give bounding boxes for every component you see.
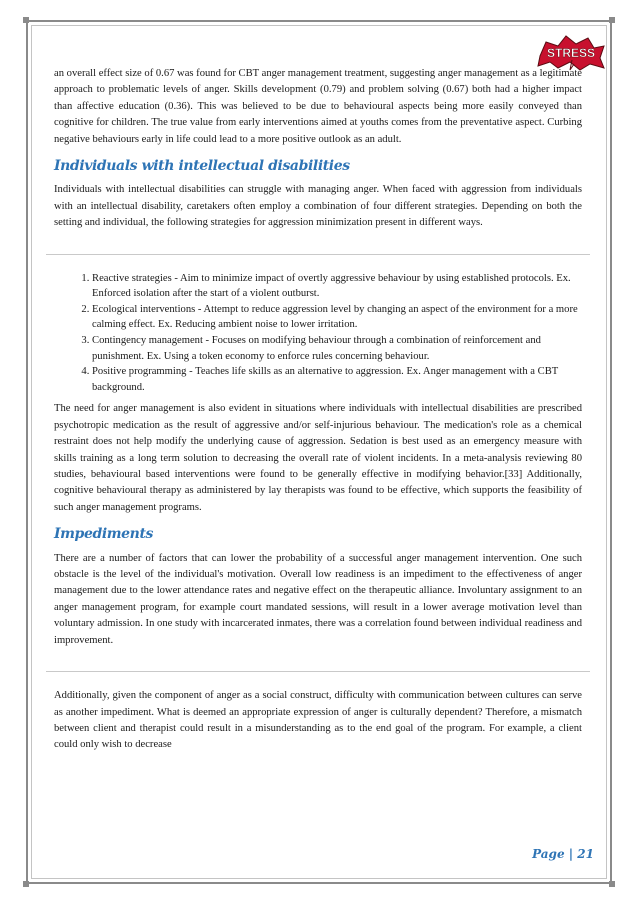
additionally-paragraph: Additionally, given the component of anger as a social construct, difficulty with communication between cultures can serve as another impediment. What is deemed an appropriate expression of anger is culturally dependent? Therefore, a mismatch between client and therapist could result in a misunderstanding as to the end goal of the program. For example, a client could only wish to decrease (54, 690, 582, 751)
border-corner (609, 17, 615, 23)
section-heading-impediments: Impediments (54, 526, 154, 543)
strategies-list (54, 271, 582, 396)
page-content (54, 66, 582, 754)
need-paragraph: The need for anger management is also evident in situations where individuals with intellectual disabilities are prescribed psychotropic medication as the result of aggressive and/or self-injurious behaviour. The medication's role as a chemical restraint does not help modify the underlying cause of aggression. Sedation is best used as an emergency measure with skills training as a long term solution to decreasing the overall rate of violent incidents. In a meta-analysis reviewing 80 studies, behavioural based interventions were found to be generally effective in modifying behavior.[33] Additionally, cognitive behavioural therapy as administered by lay therapists was found to be effective, which supports the feasibility of such anger management programs. (54, 403, 582, 513)
list-item: 2. Ecological interventions - Attempt to reduce aggression level by changing an aspect of the environment for a more calming effect. Ex. Reducing ambient noise to lower irritation. (92, 302, 582, 333)
divider (46, 254, 590, 255)
list-item: 1. Reactive strategies - Aim to minimize impact of overtly aggressive behaviour by using established protocols. Ex. Enforced isolation after the start of a violent outburst. (92, 271, 582, 302)
stress-logo-text: STRESS (546, 46, 596, 60)
section-heading-intellectual-disabilities: Individuals with intellectual disabilities (54, 158, 350, 175)
intro-rest: anger management as a legitimate approach to problematic levels of anger. Skills development (0.79) and problem solving (0.67) both had a higher impact than affective education (0.36). This was believed to be due to behavioural aspects being more easily conveyed than cognitive for children. The true value from early interventions aimed at youths comes from the preventative aspect. Curbing negative behaviours early in life could lead to a more positive outlook as an adult. (54, 68, 582, 145)
border-corner (23, 881, 29, 887)
impediments-paragraph: There are a number of factors that can lower the probability of a successful anger management intervention. One such obstacle is the level of the individual's motivation. Overall low readiness is an impediment to the effectiveness of anger management due to the lower attendance rates and negative effect on the therapeutic alliance. Involuntary assignment to an anger management program, for example court mandated sessions, will result in a lower average motivation level than voluntary admission. In one study with incarcerated inmates, there was a correlation found between individual readiness and improvement. (54, 552, 582, 646)
intro-first-line: an overall effect size of 0.67 was found for CBT anger management treatment, suggesting (54, 68, 436, 79)
intro-paragraph (54, 66, 582, 148)
list-item: 3. Contingency management - Focuses on modifying behaviour through a combination of reinforcement and punishment. Ex. Using a token economy to enforce rules concerning behaviour. (92, 333, 582, 364)
border-corner (609, 881, 615, 887)
border-corner (23, 17, 29, 23)
divider (46, 671, 590, 672)
list-item: 4. Positive programming - Teaches life skills as an alternative to aggression. Ex. Anger management with a CBT background. (92, 364, 582, 395)
page-number: Page | 21 (532, 847, 594, 861)
intellectual-disabilities-paragraph: Individuals with intellectual disabilities can struggle with managing anger. When faced with aggression from individuals with an intellectual disability, caretakers often employ a combination of four different strategies. Depending on both the setting and individual, the following strategies for aggression minimization present in different ways. (54, 184, 582, 229)
